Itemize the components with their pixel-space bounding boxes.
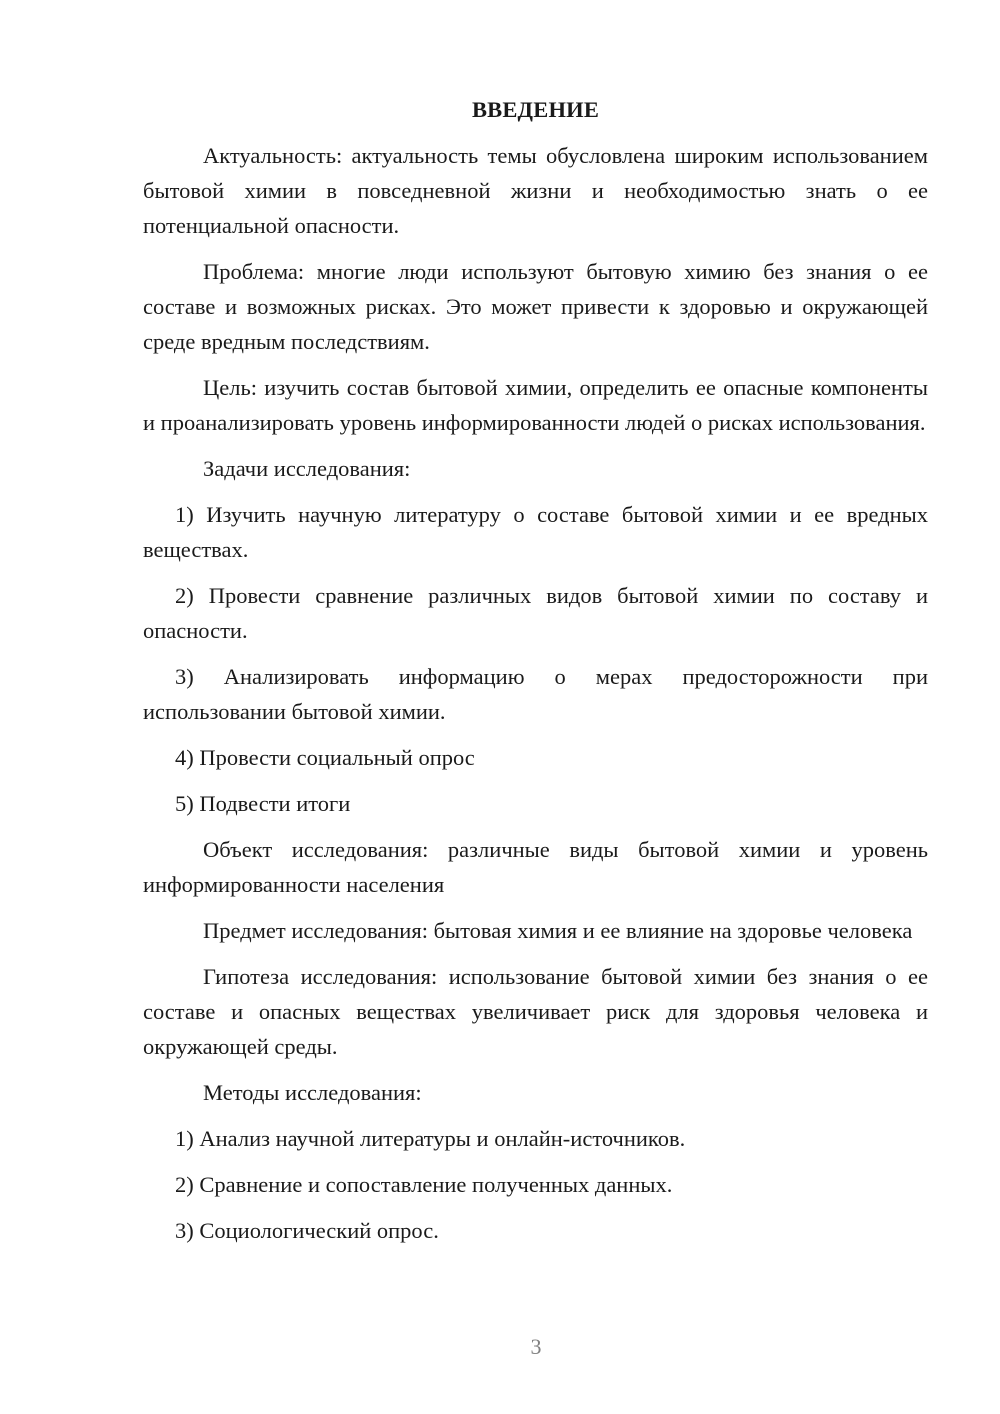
paragraph-subject: Предмет исследования: бытовая химия и ее влияние на здоровье человека <box>203 918 913 943</box>
document-body <box>143 92 928 1259</box>
list-item-task-5: 5) Подвести итоги <box>175 791 351 816</box>
list-item-method-3: 3) Социологический опрос. <box>175 1218 439 1243</box>
paragraph-relevance: Актуальность: актуальность темы обусловлена широким использованием бытовой химии в повседневной жизни и необходимостью знать о ее потенциальной опасности. <box>143 143 928 238</box>
list-item-task-4: 4) Провести социальный опрос <box>175 745 475 770</box>
paragraph-object: Объект исследования: различные виды бытовой химии и уровень информированности населения <box>143 837 928 897</box>
list-item-method-2: 2) Сравнение и сопоставление полученных данных. <box>175 1172 673 1197</box>
section-title: ВВЕДЕНИЕ <box>471 97 600 122</box>
list-item-task-3: 3) Анализировать информацию о мерах предосторожности при использовании бытовой химии. <box>143 664 928 724</box>
page-number: 3 <box>530 1334 542 1359</box>
list-item-task-2: 2) Провести сравнение различных видов бытовой химии по составу и опасности. <box>143 583 928 643</box>
paragraph-goal: Цель: изучить состав бытовой химии, определить ее опасные компоненты и проанализировать уровень информированности людей о рисках использования. <box>143 375 928 435</box>
methods-heading: Методы исследования: <box>203 1080 422 1105</box>
tasks-heading: Задачи исследования: <box>203 456 411 481</box>
list-item-method-1: 1) Анализ научной литературы и онлайн-источников. <box>175 1126 686 1151</box>
paragraph-problem: Проблема: многие люди используют бытовую химию без знания о ее составе и возможных рисках. Это может привести к здоровью и окружающей среде вредным последствиям. <box>143 259 928 354</box>
paragraph-hypothesis: Гипотеза исследования: использование бытовой химии без знания о ее составе и опасных веществах увеличивает риск для здоровья человека и окружающей среды. <box>143 964 928 1059</box>
list-item-task-1: 1) Изучить научную литературу о составе бытовой химии и ее вредных веществах. <box>143 502 928 562</box>
